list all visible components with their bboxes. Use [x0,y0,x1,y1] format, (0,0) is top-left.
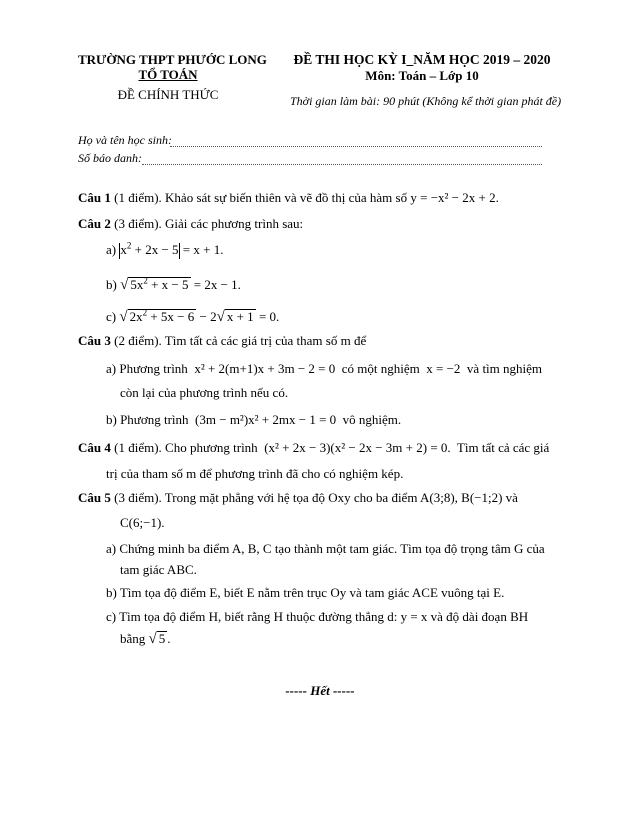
question-5 [78,490,518,506]
school-name: TRƯỜNG THPT PHƯỚC LONG [78,52,267,67]
q5-c-line2: bằng √ 5 . [120,631,171,647]
student-id-label: Số báo danh: [78,151,142,165]
q3-b-pre: b) Phương trình [106,412,189,427]
q2-text: Giải các phương trình sau: [165,216,304,231]
q4-line2: trị của tham số m để phương trình đã cho có nghiệm kép. [106,466,404,481]
q3-part-a [106,361,542,377]
q1-points: (1 điểm). [110,190,166,205]
q3-points: (2 điểm). [110,333,165,348]
q5-label: Câu 5 [78,490,111,505]
student-name-line [170,146,542,147]
q4-points: (1 điểm). [110,440,166,455]
q1-text: Khảo sát sự biến thiên và vẽ đồ thị của hàm số [165,190,408,205]
question-3 [78,333,366,349]
q3-label: Câu 3 [78,333,111,348]
q2-points: (3 điểm). [110,216,166,231]
q5-c-line1: c) Tìm tọa độ điểm H, biết rằng H thuộc đường thẳng d: y = x và độ dài đoạn BH [106,609,529,624]
q3-a-mid: có một nghiệm [341,361,420,376]
q4-label: Câu 4 [78,440,111,455]
q4-post: Tìm tất cả các giá [456,440,550,455]
question-4 [78,440,549,456]
q5-points-list: A(3;8), B(−1;2) và [419,490,518,505]
q5-text: Trong mặt phẳng với hệ tọa độ Oxy cho ba điểm [164,490,418,505]
exam-title: ĐỀ THI HỌC KỲ I_NĂM HỌC 2019 – 2020 [293,52,551,67]
q2-label: Câu 2 [78,216,111,231]
q3-part-b [106,412,401,428]
subject: Môn: Toán – Lớp 10 [365,68,479,83]
question-1 [78,190,499,206]
student-id-line [142,164,542,165]
q5-part-b: b) Tìm tọa độ điểm E, biết E nằm trên trục Oy và tam giác ACE vuông tại E. [106,585,505,600]
q3-a-pre: a) Phương trình [106,361,188,376]
q4-eq: (x² + 2x − 3)(x² − 2x − 3m + 2) = 0. [264,440,451,455]
student-name-label: Họ và tên học sinh: [78,133,172,147]
q5-point-c: C(6;−1). [120,515,165,530]
q5-c-post: . [167,631,171,646]
q2-a-label: a) [106,242,117,257]
q2-b-label: b) [106,277,117,292]
question-2 [78,216,303,232]
q5-points: (3 điểm). [110,490,165,505]
q2-part-a: a) $x^2 + 2x - 5 = x + 1$. [106,242,223,259]
q5-a-line2: tam giác ABC. [120,562,197,577]
q1-label: Câu 1 [78,190,111,205]
q3-a-line2: còn lại của phương trình nếu có. [120,385,289,400]
q2-c-label: c) [106,309,117,324]
q5-a-line1: a) Chứng minh ba điểm A, B, C tạo thành một tam giác. Tìm tọa độ trọng tâm G của [106,541,545,556]
q5-c-pre: bằng [120,631,146,646]
q2-part-c: c) √ $2x^2 + 5x - 6 - 2√$ x + 1 = 0. [106,307,280,325]
q3-a-post: và tìm nghiệm [466,361,543,376]
time-limit: Thời gian làm bài: 90 phút (Không kể thời gian phát đề) [290,94,562,108]
q3-b-post: vô nghiệm. [342,412,402,427]
q3-text: Tìm tất cả các giá trị của tham số m để [164,333,367,348]
q3-a-root: x = −2 [426,361,461,376]
official-label: ĐỀ CHÍNH THỨC [117,87,219,102]
end-marker: ----- Hết ----- [285,683,355,698]
q3-b-eq: (3m − m²)x² + 2mx − 1 = 0 [195,412,337,427]
q3-a-eq: x² + 2(m+1)x + 3m − 2 = 0 [194,361,336,376]
q5-c-val: 5 [158,631,166,646]
q2-part-b: b) √ $5x^2 + x - 5 = 2x - 1$. [106,275,241,293]
q4-pre: Cho phương trình [165,440,258,455]
department: TỔ TOÁN [138,67,198,82]
q1-formula: y = −x² − 2x + 2. [410,190,499,205]
